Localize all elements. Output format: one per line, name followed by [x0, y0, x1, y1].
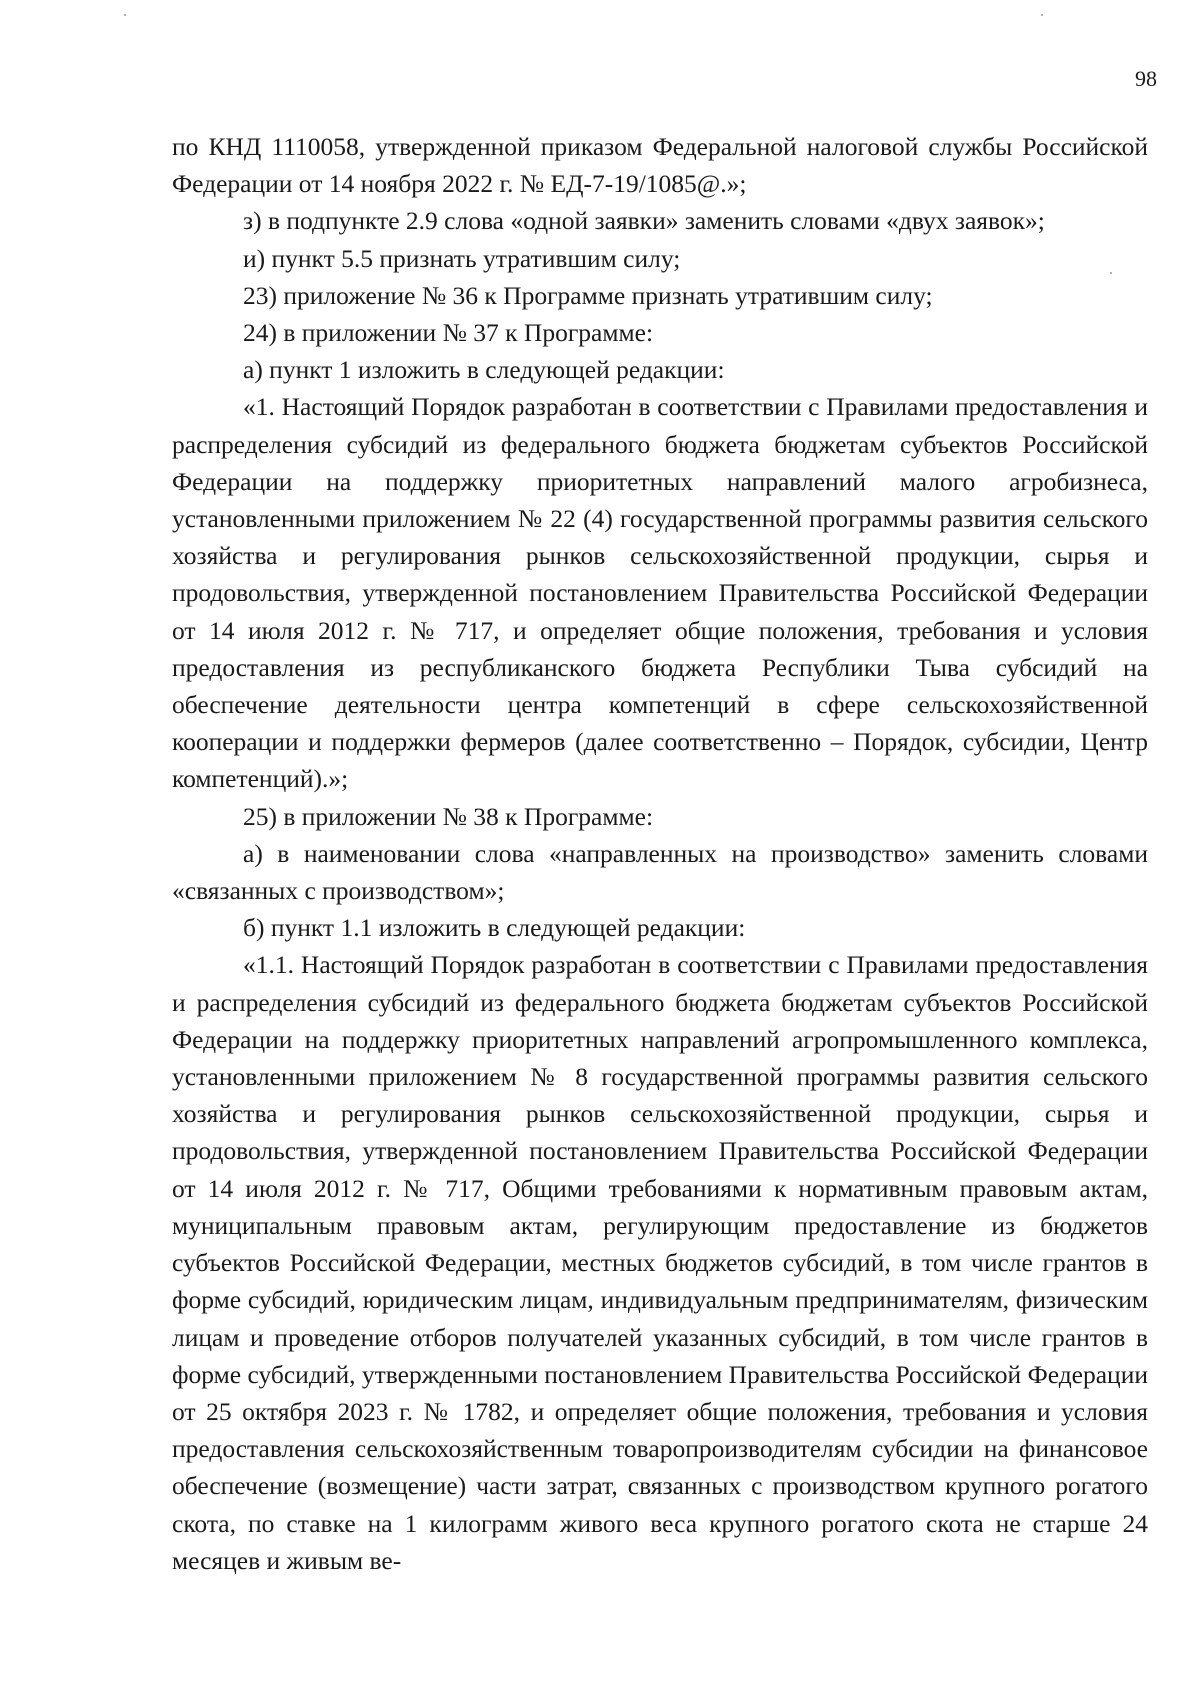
paragraph: «1. Настоящий Порядок разработан в соответствии с Правилами предоставления и распределения субсидий из федерального бюджета бюджетам субъектов Российской Федерации на поддержку приоритетных направлений малого агробизнеса, установленными приложением № 22 (4) государственной программы развития сельского хозяйства и регулирования рынков сельскохозяйственной продукции, сырья и продовольствия, утвержденной постановлением Правительства Российской Федерации от 14 июля 2012 г. № 717, и определяет общие положения, требования и условия предоставления из республиканского бюджета Республики Тыва субсидий на обеспечение деятельности центра компетенций в сфере сельскохозяйственной кооперации и поддержки фермеров (далее соответственно – Порядок, субсидии, Центр компетенций).»;: [172, 392, 1148, 794]
page-number: 98: [1135, 66, 1157, 91]
document-body: [172, 128, 1148, 1579]
paragraph: по КНД 1110058, утвержденной приказом Федеральной налоговой службы Российской Федерации от 14 ноября 2022 г. № ЕД-7-19/1085@.»;: [172, 132, 1148, 199]
paragraph: 25) в приложении № 38 к Программе:: [243, 801, 654, 831]
paragraph: 23) приложение № 36 к Программе признать утратившим силу;: [243, 280, 933, 310]
paragraph: б) пункт 1.1 изложить в следующей редакции:: [243, 913, 746, 943]
paragraph: а) в наименовании слова «направленных на производство» заменить словами «связанных с производством»;: [172, 838, 1148, 906]
paragraph: а) пункт 1 изложить в следующей редакции:: [243, 355, 725, 385]
paragraph: з) в подпункте 2.9 слова «одной заявки» заменить словами «двух заявок»;: [243, 206, 1045, 236]
scan-speck: [1041, 14, 1043, 16]
paragraph: «1.1. Настоящий Порядок разработан в соответствии с Правилами предоставления и распределения субсидий из федерального бюджета бюджетам субъектов Российской Федерации на поддержку приоритетных направлений агропромышленного комплекса, установленными приложением № 8 государственной программы развития сельского хозяйства и регулирования рынков сельскохозяйственной продукции, сырья и продовольствия, утвержденной постановлением Правительства Российской Федерации от 14 июля 2012 г. № 717, Общими требованиями к нормативным правовым актам, муниципальным правовым актам, регулирующим предоставление из бюджетов субъектов Российской Федерации, местных бюджетов субсидий, в том числе грантов в форме субсидий, юридическим лицам, индивидуальным предпринимателям, физическим лицам и проведение отборов получателей указанных субсидий, в том числе грантов в форме субсидий, утвержденными постановлением Правительства Российской Федерации от 25 октября 2023 г. № 1782, и определяет общие положения, требования и условия предоставления сельскохозяйственным товаропроизводителям субсидии на финансовое обеспечение (возмещение) части затрат, связанных с производством крупного рогатого скота, по ставке на 1 килограмм живого веса крупного рогатого скота не старше 24 месяцев и живым ве-: [172, 950, 1148, 1575]
paragraph: 24) в приложении № 37 к Программе:: [243, 318, 654, 348]
scan-speck: [124, 14, 126, 16]
paragraph: и) пункт 5.5 признать утратившим силу;: [243, 243, 681, 273]
